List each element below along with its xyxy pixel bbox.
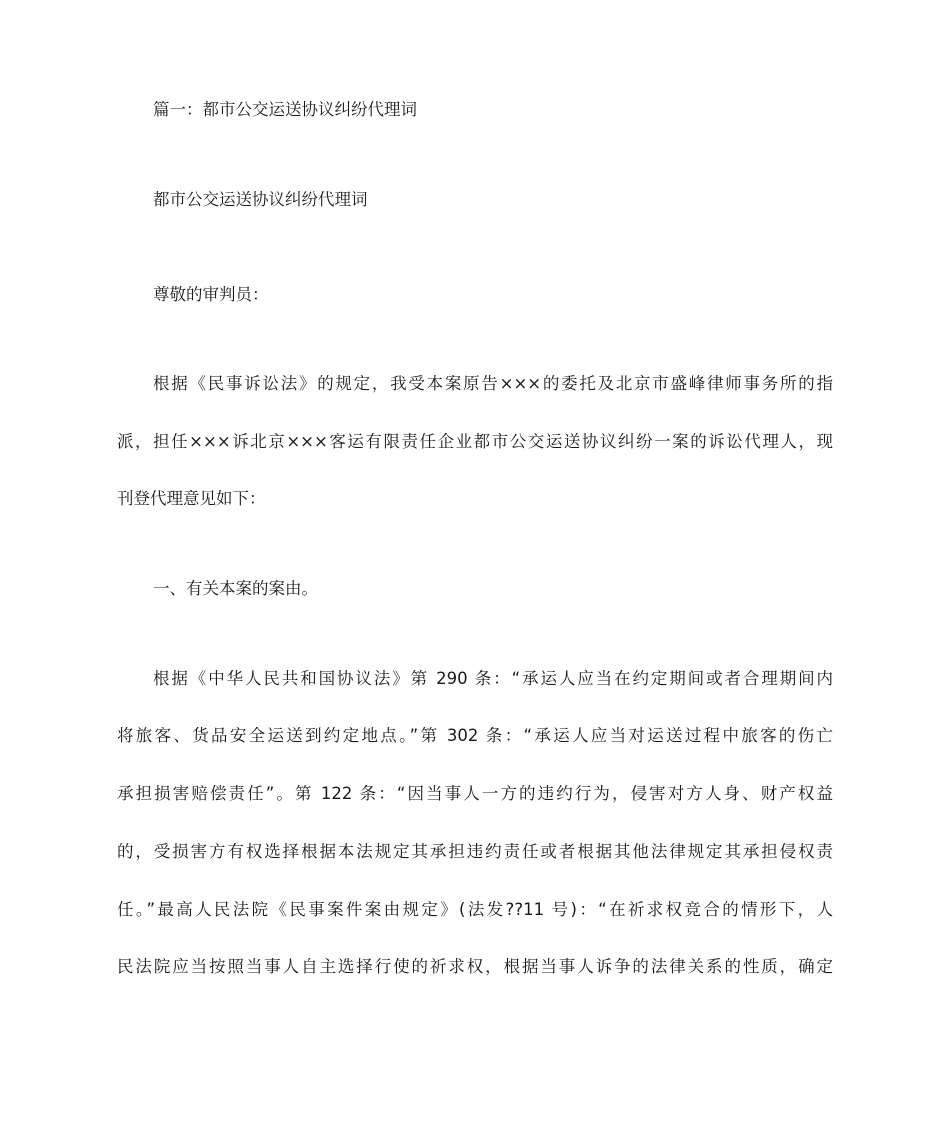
paragraph-line: 民法院应当按照当事人自主选择行使的祈求权，根据当事人诉争的法律关系的性质，确定	[117, 957, 833, 976]
paragraph-line: 将旅客、货品安全运送到约定地点。”第 302 条：“承运人应当对运送过程中旅客的伤亡	[117, 726, 833, 745]
paragraph-line: 承担损害赔偿责任”。第 122 条：“因当事人一方的违约行为，侵害对方人身、财产权益	[117, 784, 833, 803]
paragraph-line: 任。”最高人民法院《民事案件案由规定》(法发??11 号)：“在祈求权竞合的情形下，人	[117, 900, 833, 919]
section-heading: 一、有关本案的案由。	[153, 579, 318, 598]
paragraph-line: 的，受损害方有权选择根据本法规定其承担违约责任或者根据其他法律规定其承担侵权责	[117, 842, 833, 861]
paragraph-line: 刊登代理意见如下：	[117, 489, 266, 508]
paragraph-line: 根据《中华人民共和国协议法》第 290 条：“承运人应当在约定期间或者合理期间内	[153, 669, 833, 688]
section-heading: 篇一：都市公交运送协议纠纷代理词	[153, 100, 417, 119]
salutation: 尊敬的审判员：	[153, 285, 269, 304]
paragraph-line: 根据《民事诉讼法》的规定，我受本案原告×××的委托及北京市盛峰律师事务所的指	[153, 374, 833, 393]
document-title: 都市公交运送协议纠纷代理词	[153, 190, 368, 209]
paragraph-line: 派，担任×××诉北京×××客运有限责任企业都市公交运送协议纠纷一案的诉讼代理人，现	[117, 432, 833, 451]
